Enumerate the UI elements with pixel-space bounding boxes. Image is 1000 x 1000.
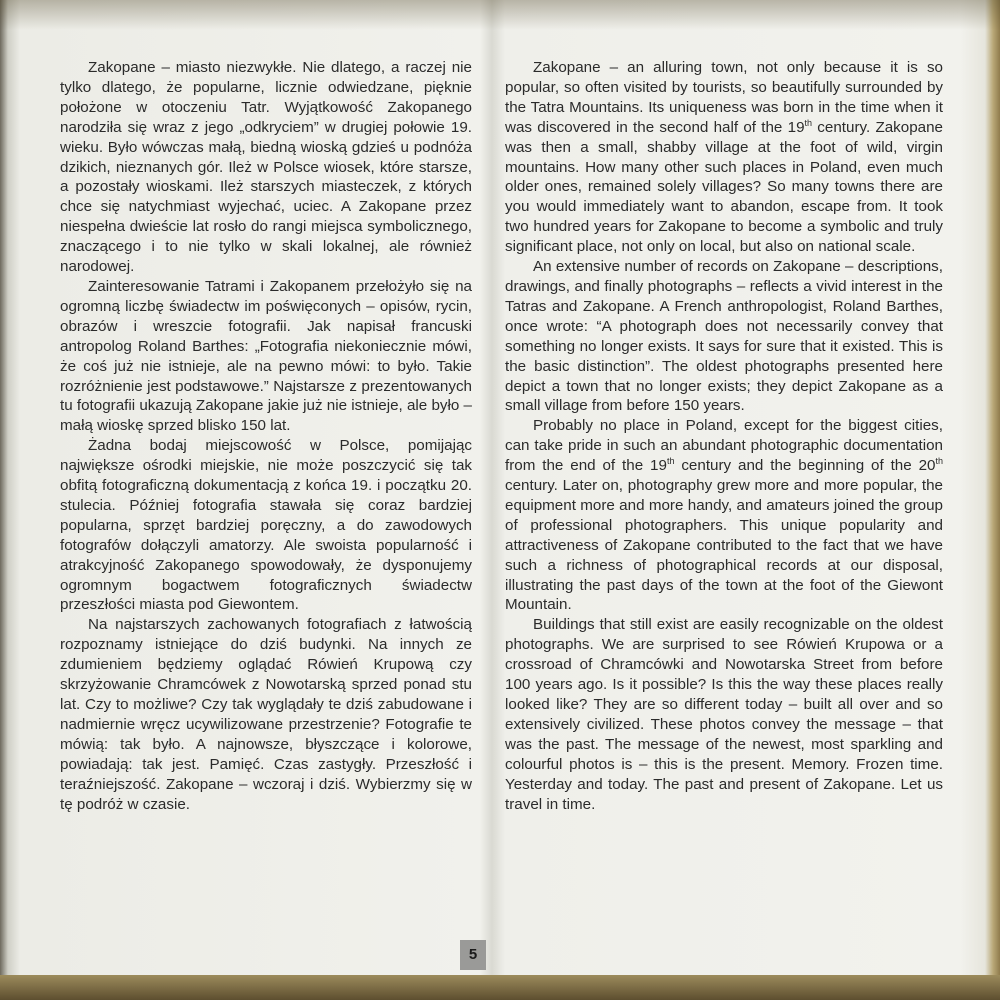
- page-number: 5: [460, 940, 486, 970]
- ordinal-suffix: th: [935, 456, 943, 467]
- ordinal-suffix: th: [666, 456, 675, 467]
- english-paragraph-3-part-a: Probably no place in Poland, except for the biggest cities, can take pride in such an abundant photographic documentation from the end of the 19: [505, 417, 943, 475]
- english-text-column: [505, 58, 943, 814]
- polish-paragraph-4: Na najstarszych zachowanych fotografiach z łatwością rozpoznamy istniejące do dziś budynki. Na innych ze zdumieniem będziemy oglądać Rówień Krupową czy skrzyżowanie Chramcówek z Nowotarską sprzed ponad stu lat. Czy to możliwe? Czy tak wyglądały te dziś zabudowane i nadmiernie wręcz ucywilizowane przestrzenie? Fotografie te mówią: tak było. A najnowsze, błyszczące i kolorowe, powiadają: tak jest. Pamięć. Czas zastygły. Przeszłość i teraźniejszość. Zakopane – wczoraj i dziś. Wybierzmy się w tę podróż w czasie.: [60, 616, 472, 813]
- polish-text-column: [60, 58, 472, 814]
- polish-paragraph-1: Zakopane – miasto niezwykłe. Nie dlatego, a raczej nie tylko dlatego, że popularne, licznie odwiedzane, pięknie położone w otoczeniu Tatr. Wyjątkowość Zakopanego narodziła się wraz z jego „odkryciem” w drugiej połowie 19. wieku. Było wówczas małą, biedną wioską gdzieś u podnóża dzikich, nieznanych gór. Ileż w Polsce wiosek, które starsze, a pozostały wioskami. Ileż starszych miasteczek, z których chce się natychmiast wyjechać, uciec. A Zakopane przez niespełna dwieście lat rosło do rangi miejsca symbolicznego, znaczącego i to nie tylko w skali lokalnej, ale również narodowej.: [60, 59, 472, 276]
- ordinal-suffix: th: [804, 117, 813, 128]
- english-paragraph-1-part-a: Zakopane – an alluring town, not only because it is so popular, so often visited by tourists, so beautifully surrounded by the Tatra Mountains. Its uniqueness was born in the time when it was discovered in the second half of the 19: [505, 59, 943, 136]
- polish-paragraph-2: Zainteresowanie Tatrami i Zakopanem przełożyło się na ogromną liczbę świadectw im poświęconych – opisów, rycin, obrazów i wreszcie fotografii. Jak napisał francuski antropolog Roland Barthes: „Fotografia niekonieczn​ie mówi, że coś już nie istnieje, ale na pewno mówi: to było. Takie rozróżnienie jest podstawowe.” Najstarsze z prezentowanych tu fotografii ukazują Zakopane jakie już nie istnieje, ale było – małą wioskę sprzed blisko 150 lat.: [60, 277, 472, 435]
- english-paragraph-2: An extensive number of records on Zakopane – descriptions, drawings, and finally photographs – reflects a vivid interest in the Tatras and Zakopane. A French anthropologist, Roland Barthes, once wrote: “A photograph does not necessarily convey that something no longer exists. It says for sure that it existed. This is the basic distinction”. The oldest photographs presented here depict a town that no longer exists; they depict Zakopane as a small village from before 150 years.: [505, 258, 943, 415]
- english-paragraph-3-part-c: century. Later on, photography grew more and more popular, the equipment more and more handy, and amateurs joined the group of professional photographers. This unique popularity and attractiveness of Zakopane contributed to the fact that we have such a richness of photographical records at our disposal, illustrating the past days of the town at the foot of the Giewont Mountain.: [505, 477, 943, 614]
- polish-paragraph-3: Żadna bodaj miejscowość w Polsce, pomijając największe ośrodki miejskie, nie może poszczycić się tak obfitą fotograficzną dokumentacją z końca 19. i początku 20. stulecia. Później fotografia stawała się coraz bardziej popularna, sprzęt bardziej poręczny, a do zawodowych fotografów dołączyli amatorzy. Ale swoista popularność i atrakcyjność Zakopanego spowodowały, że dysponujemy ogromnym bogactwem fotograficznych świadectw przeszłości miasta pod Giewontem.: [60, 437, 472, 614]
- english-paragraph-3-part-b: century and the beginning of the 20: [674, 457, 936, 475]
- book-cover-edge: [0, 975, 1000, 1000]
- english-paragraph-4: Buildings that still exist are easily recognizable on the oldest photographs. We are surprised to see Rówień Krupowa or a crossroad of Chramcówki and Nowotarska Street from before 100 years ago. Is it possible? Is this the way these places really looked like? They are so different today – built all over and so extensively civilized. These photos convey the message – that was the past. The message of the newest, most sparkling and colourful photos is – this is the present. Memory. Frozen time. Yesterday and today. The past and present of Zakopane. Let us travel in time.: [505, 616, 943, 813]
- english-paragraph-1: [505, 58, 943, 257]
- english-paragraph-1-part-b: century. Zakopane was then a small, shabby village at the foot of wild, virgin mountains. How many other such places in Poland, even much older ones, remained solely villages? So many towns there are you would immediately want to abandon, escape from. It took two hundred years for Zakopane to become a symbolic and truly significant place, not only on local, but also on national scale.: [505, 118, 943, 256]
- english-paragraph-3: [505, 416, 943, 615]
- page-top-shadow: [0, 0, 1000, 30]
